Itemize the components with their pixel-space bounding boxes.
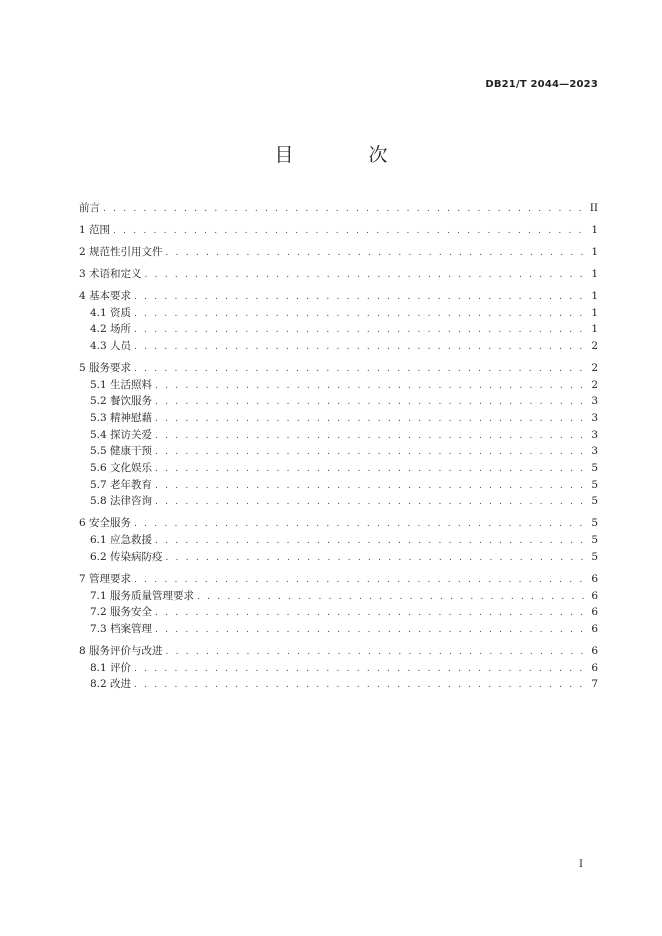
toc-entry-page: II: [589, 202, 598, 214]
toc-entry[interactable]: [79, 410, 598, 427]
toc-entry-page: 2: [591, 378, 598, 391]
toc-leader-dots: [134, 289, 588, 306]
toc-entry-page: 1: [591, 289, 598, 302]
toc-entry-page: 6: [591, 661, 598, 674]
toc-leader-dots: [155, 394, 588, 411]
document-code: DB21/T 2044—2023: [485, 79, 598, 90]
toc-entry-page: 1: [591, 223, 598, 236]
toc-entry[interactable]: [79, 360, 598, 377]
toc-leader-dots: [155, 444, 588, 461]
toc-entry-label: 8.1 评价: [90, 661, 132, 674]
toc-entry[interactable]: [79, 460, 598, 477]
toc-entry-label: 6.1 应急救援: [90, 534, 153, 547]
toc-entry-page: 1: [591, 267, 598, 280]
toc-entry-label: 6 安全服务: [79, 517, 132, 530]
toc-entry-page: 5: [591, 495, 598, 508]
toc-entry[interactable]: [79, 305, 598, 322]
toc-entry-label: 8 服务评价与改进: [79, 644, 163, 657]
toc-entry-label: 5.2 餐饮服务: [90, 395, 153, 408]
toc-leader-dots: [134, 339, 588, 356]
toc-entry[interactable]: [79, 660, 598, 677]
toc-entry-label: 5.6 文化娱乐: [90, 462, 153, 475]
toc-leader-dots: [166, 245, 589, 262]
toc-entry-page: 1: [591, 306, 598, 319]
toc-leader-dots: [197, 589, 588, 606]
toc-entry-page: 5: [591, 517, 598, 530]
toc-leader-dots: [134, 677, 588, 694]
toc-leader-dots: [155, 411, 588, 428]
toc-entry-page: 6: [591, 606, 598, 619]
toc-leader-dots: [155, 478, 588, 495]
toc-entry-page: 3: [591, 395, 598, 408]
toc-leader-dots: [134, 516, 588, 533]
toc-leader-dots: [155, 428, 588, 445]
toc-leader-dots: [113, 223, 588, 240]
toc-leader-dots: [155, 533, 588, 550]
toc-entry-page: 5: [591, 550, 598, 563]
toc-entry-page: 6: [591, 622, 598, 635]
toc-entry[interactable]: [79, 427, 598, 444]
toc-entry-label: 3 术语和定义: [79, 267, 142, 280]
toc-entry-page: 6: [591, 572, 598, 585]
toc-entry[interactable]: [79, 549, 598, 566]
toc-leader-dots: [155, 461, 588, 478]
toc-entry-page: 2: [591, 361, 598, 374]
toc-leader-dots: [134, 306, 588, 323]
toc-entry-label: 5.5 健康干预: [90, 445, 153, 458]
toc-entry-label: 5.1 生活照料: [90, 378, 153, 391]
toc-leader-dots: [134, 661, 588, 678]
toc-leader-dots: [103, 201, 587, 218]
toc-entry-page: 3: [591, 412, 598, 425]
toc-entry[interactable]: [79, 515, 598, 532]
toc-entry-label: 6.2 传染病防疫: [90, 550, 163, 563]
toc-entry-label: 7 管理要求: [79, 572, 132, 585]
toc-entry[interactable]: [79, 222, 598, 239]
toc-entry-page: 5: [591, 462, 598, 475]
toc-leader-dots: [134, 361, 588, 378]
toc-entry[interactable]: [79, 377, 598, 394]
toc-entry-page: 2: [591, 340, 598, 352]
toc-entry-page: 7: [591, 678, 598, 691]
toc-entry-label: 7.3 档案管理: [90, 622, 153, 635]
toc-entry-label: 5.8 法律咨询: [90, 495, 153, 508]
toc-entry-page: 5: [591, 478, 598, 491]
toc-entry-page: 1: [591, 245, 598, 258]
toc-entry-page: 6: [591, 589, 598, 602]
toc-entry-label: 5 服务要求: [79, 361, 132, 374]
toc-leader-dots: [155, 378, 588, 395]
toc-entry-label: 4 基本要求: [79, 289, 132, 302]
toc-entry[interactable]: [79, 571, 598, 588]
toc-entry[interactable]: [79, 643, 598, 660]
toc-leader-dots: [155, 622, 588, 639]
toc-entry-label: 5.3 精神慰藉: [90, 412, 153, 425]
toc-entry-label: 4.3 人员: [90, 340, 132, 352]
toc-entry[interactable]: [79, 604, 598, 621]
toc-entry[interactable]: [79, 477, 598, 494]
toc-entry[interactable]: [79, 588, 598, 605]
toc-leader-dots: [166, 550, 589, 567]
toc-leader-dots: [145, 267, 589, 284]
toc-leader-dots: [155, 494, 588, 511]
toc-entry[interactable]: [79, 321, 598, 338]
toc-leader-dots: [155, 605, 588, 622]
toc-entry[interactable]: [79, 338, 598, 355]
page-number: I: [579, 859, 583, 870]
toc-entry[interactable]: [79, 676, 598, 693]
toc-entry-label: 7.2 服务安全: [90, 606, 153, 619]
toc-entry-page: 6: [591, 644, 598, 657]
toc-entry-label: 4.2 场所: [90, 323, 132, 336]
toc-entry[interactable]: [79, 244, 598, 261]
toc-entry[interactable]: [79, 266, 598, 283]
toc-entry-label: 1 范围: [79, 223, 111, 236]
toc-entry-label: 2 规范性引用文件: [79, 245, 163, 258]
toc-entry[interactable]: [79, 288, 598, 305]
toc-entry-label: 7.1 服务质量管理要求: [90, 589, 195, 602]
page-title: 目 次: [274, 144, 416, 166]
toc-entry-page: 3: [591, 445, 598, 458]
toc-entry-page: 1: [591, 323, 598, 336]
toc-leader-dots: [134, 572, 588, 589]
toc-entry-label: 5.4 探访关爱: [90, 428, 153, 441]
toc-entry[interactable]: [79, 532, 598, 549]
toc-entry-label: 前言: [79, 202, 100, 214]
toc-entry-label: 5.7 老年教育: [90, 478, 153, 491]
toc-entry-label: 8.2 改进: [90, 678, 132, 691]
toc-entry[interactable]: [79, 443, 598, 460]
toc-entry[interactable]: [79, 493, 598, 510]
toc-entry[interactable]: [79, 393, 598, 410]
toc-leader-dots: [134, 322, 588, 339]
table-of-contents: [79, 200, 598, 693]
toc-entry-page: 5: [591, 534, 598, 547]
toc-entry[interactable]: [79, 200, 598, 217]
toc-entry[interactable]: [79, 621, 598, 638]
toc-entry-label: 4.1 资质: [90, 306, 132, 319]
toc-entry-page: 3: [591, 428, 598, 441]
toc-leader-dots: [166, 644, 589, 661]
